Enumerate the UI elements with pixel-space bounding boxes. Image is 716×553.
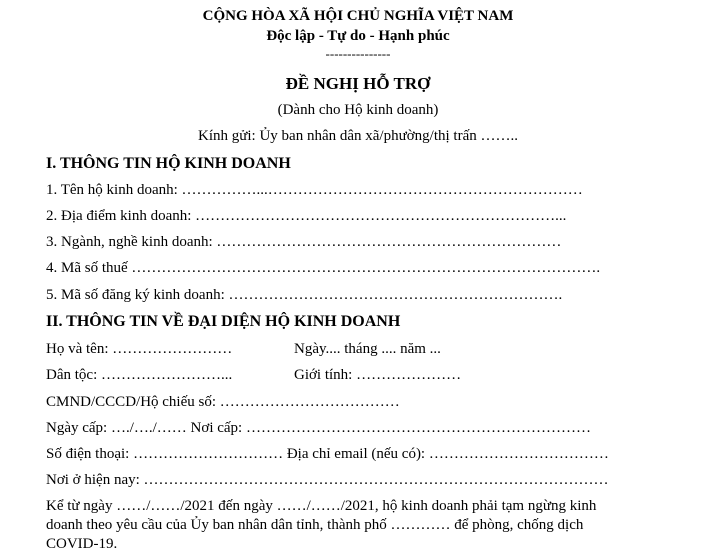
gender-field: Giới tính: ………………… <box>294 367 462 383</box>
document-subtitle: (Dành cho Hộ kinh doanh) <box>277 102 439 118</box>
statement-line-3: COVID-19. <box>46 536 118 552</box>
phone-email-field: Số điện thoại: ………………………… Địa chỉ email (nếu có): ……………………………… <box>46 446 609 462</box>
ethnicity-field: Dân tộc: ……………………... <box>46 367 233 383</box>
document-title: ĐỀ NGHỊ HỖ TRỢ <box>285 74 431 93</box>
issue-date-place-field: Ngày cấp: …./…./…… Nơi cấp: …………………………………………………………… <box>46 420 591 436</box>
registration-number-field: 5. Mã số đăng ký kinh doanh: …………………………………………………………. <box>46 287 563 303</box>
statement-line-1: Kể từ ngày ……/……/2021 đến ngày ……/……/2021, hộ kinh doanh phải tạm ngừng kinh <box>46 498 597 514</box>
residence-field: Nơi ở hiện nay: ………………………………………………………………………………… <box>46 472 609 488</box>
id-number-field: CMND/CCCD/Hộ chiếu số: ……………………………… <box>46 394 400 410</box>
addressee: Kính gửi: Ủy ban nhân dân xã/phường/thị trấn …….. <box>198 128 518 144</box>
full-name-field: Họ và tên: …………………… <box>46 341 233 357</box>
business-name-field: 1. Tên hộ kinh doanh: ……………...……………………………………………………… <box>46 182 583 198</box>
business-sector-field: 3. Ngành, nghề kinh doanh: …………………………………………………………… <box>46 234 562 250</box>
header-divider: --------------- <box>325 46 391 61</box>
motto: Độc lập - Tự do - Hạnh phúc <box>266 28 450 44</box>
tax-code-field: 4. Mã số thuế …………………………………………………………………………………. <box>46 260 601 276</box>
business-location-field: 2. Địa điểm kinh doanh: ………………………………………………………………... <box>46 208 567 224</box>
section2-heading: II. THÔNG TIN VỀ ĐẠI DIỆN HỘ KINH DOANH <box>46 313 401 330</box>
statement-line-2: doanh theo yêu cầu của Ủy ban nhân dân tỉnh, thành phố ………… để phòng, chống dịch <box>46 517 584 533</box>
section1-heading: I. THÔNG TIN HỘ KINH DOANH <box>46 155 291 172</box>
date-of-birth-field: Ngày.... tháng .... năm ... <box>294 341 441 357</box>
nation-header: CỘNG HÒA XÃ HỘI CHỦ NGHĨA VIỆT NAM <box>202 8 514 24</box>
